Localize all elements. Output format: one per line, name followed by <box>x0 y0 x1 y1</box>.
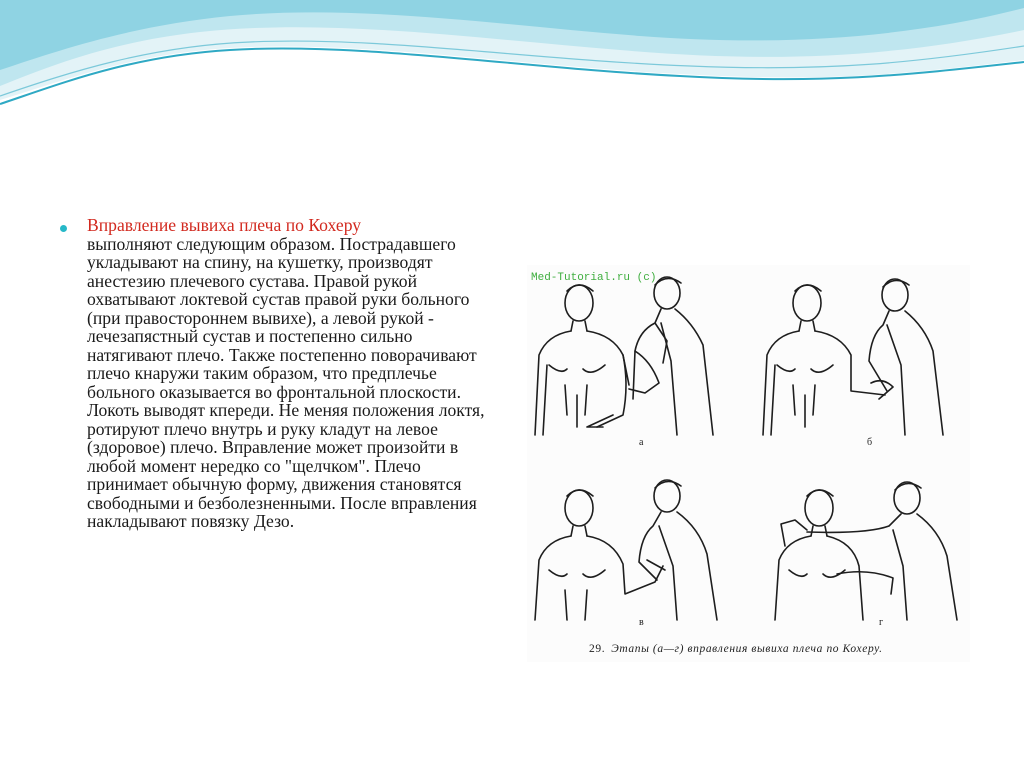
kocher-illustration <box>527 265 970 662</box>
panel-c-drawing <box>535 480 717 620</box>
header-wave-decoration <box>0 0 1024 120</box>
figure-caption <box>589 643 883 655</box>
panel-a-drawing <box>535 277 713 435</box>
bullet-heading: Вправление вывиха плеча по Кохеру <box>87 215 362 235</box>
panel-d-drawing <box>775 482 957 620</box>
panel-b-label: б <box>867 437 873 448</box>
bullet-body: выполняют следующим образом. Пострадавшего укладывают на спину, на кушетку, производят анестезию плечевого сустава. Правой рукой охватывают локтевой сустав правой руки больного (при правостороннем вывихе), а левой рукой - лечезапястный сустав и постепенно сильно натягивают плечо. Также постепенно поворачивают плечо кнаружи таким образом, что предплечье больного оказывается во фронтальной плоскости. Локоть выводят кпереди. Не меняя положения локтя, ротируют плечо внутрь и руку кладут на левое (здоровое) плечо. Вправление может произойти в любой момент нередко со "щелчком". Плечо принимает обычную форму, движения становятся свободными и безболезненными. После вправления накладывают повязку Дезо. <box>87 233 485 531</box>
bullet-item <box>60 216 500 531</box>
bullet-text <box>87 216 500 531</box>
bullet-dot-icon <box>60 225 67 232</box>
panel-a-label: а <box>639 437 644 448</box>
panel-c-label: в <box>639 617 644 628</box>
source-watermark: Med-Tutorial.ru (c) <box>531 272 657 284</box>
panel-b-drawing <box>763 279 943 435</box>
slide-text <box>60 216 500 531</box>
panel-d-label: г <box>879 617 884 628</box>
figure-caption-number: 29. <box>589 643 606 655</box>
figure-caption-text: Этапы (а—г) вправления вывиха плеча по Кохеру. <box>611 643 883 655</box>
illustration-drawing <box>527 265 970 662</box>
